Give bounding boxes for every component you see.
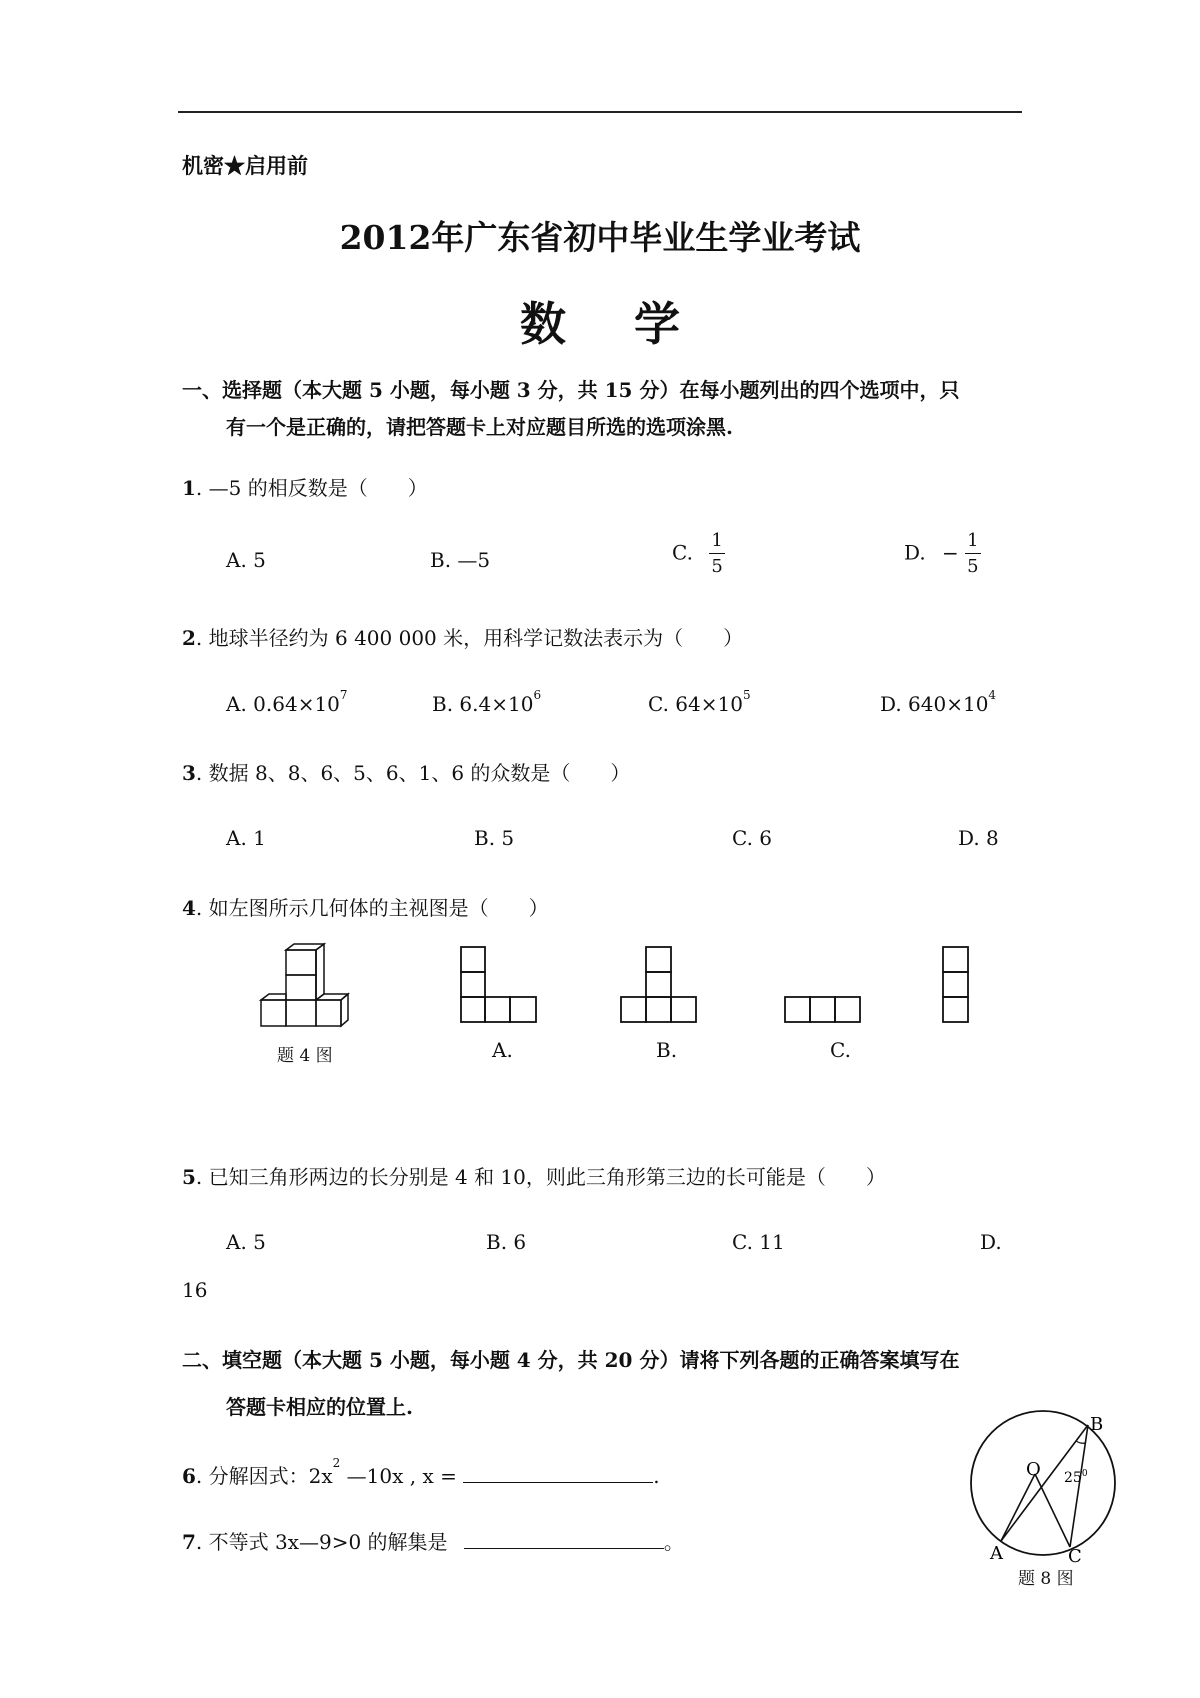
section2-heading-cont: 答题卡相应的位置上. <box>226 1395 413 1419</box>
q2-option-d <box>880 688 997 716</box>
question-4 <box>182 892 549 921</box>
question-text-cont: —10x , x = <box>340 1464 457 1488</box>
angle-arc <box>1076 1441 1085 1443</box>
question-number: 5 <box>182 1165 196 1189</box>
minus-sign: − <box>942 540 959 565</box>
q1-option-d <box>904 532 981 576</box>
angle-unit: 0 <box>1081 1469 1088 1479</box>
denominator: 5 <box>967 556 979 577</box>
label-a: A <box>990 1543 1003 1564</box>
q5-option-d-value: 16 <box>182 1278 208 1302</box>
q5-option-b: B. 6 <box>486 1230 527 1254</box>
q4-option-a-view <box>460 946 538 1024</box>
answer-blank[interactable] <box>463 1464 653 1483</box>
q4-option-a: A. <box>492 1038 513 1062</box>
subject-title: 数 学 <box>519 297 706 351</box>
exponent: 7 <box>339 688 348 702</box>
fraction <box>709 532 724 576</box>
exponent: 4 <box>988 688 997 702</box>
question-number: 1 <box>182 476 196 500</box>
q1-option-b: B. —5 <box>430 548 491 572</box>
exponent: 5 <box>742 688 751 702</box>
q3-option-c: C. 6 <box>732 826 773 850</box>
q4-option-c-view <box>784 996 862 1024</box>
option-text: A. 0.64×10 <box>226 692 340 716</box>
numerator: 1 <box>965 532 980 554</box>
q5-option-a: A. 5 <box>226 1230 266 1254</box>
answer-blank[interactable] <box>464 1530 664 1549</box>
q4-option-d-view <box>942 946 970 1024</box>
q4-solid-figure <box>258 944 348 1032</box>
segment-bc <box>1070 1425 1088 1547</box>
fig8-caption: 题 8 图 <box>1018 1569 1074 1589</box>
question-number: 6 <box>182 1464 196 1488</box>
question-1 <box>182 472 428 501</box>
section1-heading: 一、选择题（本大题 5 小题，每小题 3 分，共 15 分）在每小题列出的四个选项中，只 <box>182 378 960 402</box>
question-end: . <box>653 1464 660 1488</box>
q3-option-d: D. 8 <box>958 826 999 850</box>
question-number: 7 <box>182 1530 196 1554</box>
exponent: 2 <box>332 1456 341 1470</box>
question-end: 。 <box>663 1530 684 1554</box>
question-text: . 如左图所示几何体的主视图是（ ） <box>195 896 549 920</box>
label-c: C <box>1068 1546 1082 1567</box>
exam-title: 2012年广东省初中毕业生学业考试 <box>339 218 861 257</box>
fraction <box>965 532 980 576</box>
q3-option-b: B. 5 <box>474 826 515 850</box>
q4-option-c: C. <box>830 1038 851 1062</box>
denominator: 5 <box>711 556 723 577</box>
question-number: 3 <box>182 761 196 785</box>
section1-heading-cont: 有一个是正确的，请把答题卡上对应题目所选的选项涂黑. <box>226 415 733 439</box>
q2-option-a <box>226 688 348 716</box>
question-number: 2 <box>182 626 196 650</box>
question-text: . 地球半径约为 6 400 000 米，用科学记数法表示为（ ） <box>195 626 744 650</box>
question-text: . —5 的相反数是（ ） <box>195 476 428 500</box>
q2-option-c <box>648 688 751 716</box>
question-text: . 已知三角形两边的长分别是 4 和 10，则此三角形第三边的长可能是（ ） <box>195 1165 886 1189</box>
option-text: C. 64×10 <box>648 692 743 716</box>
option-label: D. <box>904 540 926 565</box>
angle-number: 25 <box>1064 1470 1082 1486</box>
q4-figure-caption: 题 4 图 <box>277 1046 333 1066</box>
q2-option-b <box>432 688 542 716</box>
q5-option-c: C. 11 <box>732 1230 785 1254</box>
header-rule <box>178 111 1022 113</box>
label-b: B <box>1090 1414 1104 1435</box>
q5-option-d: D. <box>980 1230 1002 1254</box>
q4-option-b: B. <box>656 1038 678 1062</box>
segment-oa <box>1001 1474 1035 1541</box>
exponent: 6 <box>533 688 542 702</box>
angle-value <box>1064 1469 1088 1486</box>
q4-option-b-view <box>620 946 698 1024</box>
option-text: D. 640×10 <box>880 692 989 716</box>
question-7 <box>182 1526 684 1555</box>
label-o: O <box>1026 1459 1041 1480</box>
numerator: 1 <box>709 532 724 554</box>
option-label: C. <box>672 540 693 565</box>
q1-option-c <box>672 532 725 576</box>
question-6 <box>182 1456 660 1489</box>
question-3 <box>182 757 630 786</box>
section2-heading: 二、填空题（本大题 5 小题，每小题 4 分，共 20 分）请将下列各题的正确答案填写在 <box>182 1348 960 1372</box>
question-5 <box>182 1161 886 1190</box>
question-text: . 不等式 3x—9>0 的解集是 <box>195 1530 448 1554</box>
option-text: B. 6.4×10 <box>432 692 534 716</box>
fig8-circle-diagram <box>958 1410 1118 1567</box>
confidential-label: 机密★启用前 <box>182 153 308 178</box>
question-text: . 数据 8、8、6、5、6、1、6 的众数是（ ） <box>195 761 631 785</box>
q3-option-a: A. 1 <box>226 826 266 850</box>
question-2 <box>182 622 743 651</box>
q1-option-a: A. 5 <box>226 548 266 572</box>
question-text: . 分解因式：2x <box>195 1464 333 1488</box>
question-number: 4 <box>182 896 196 920</box>
